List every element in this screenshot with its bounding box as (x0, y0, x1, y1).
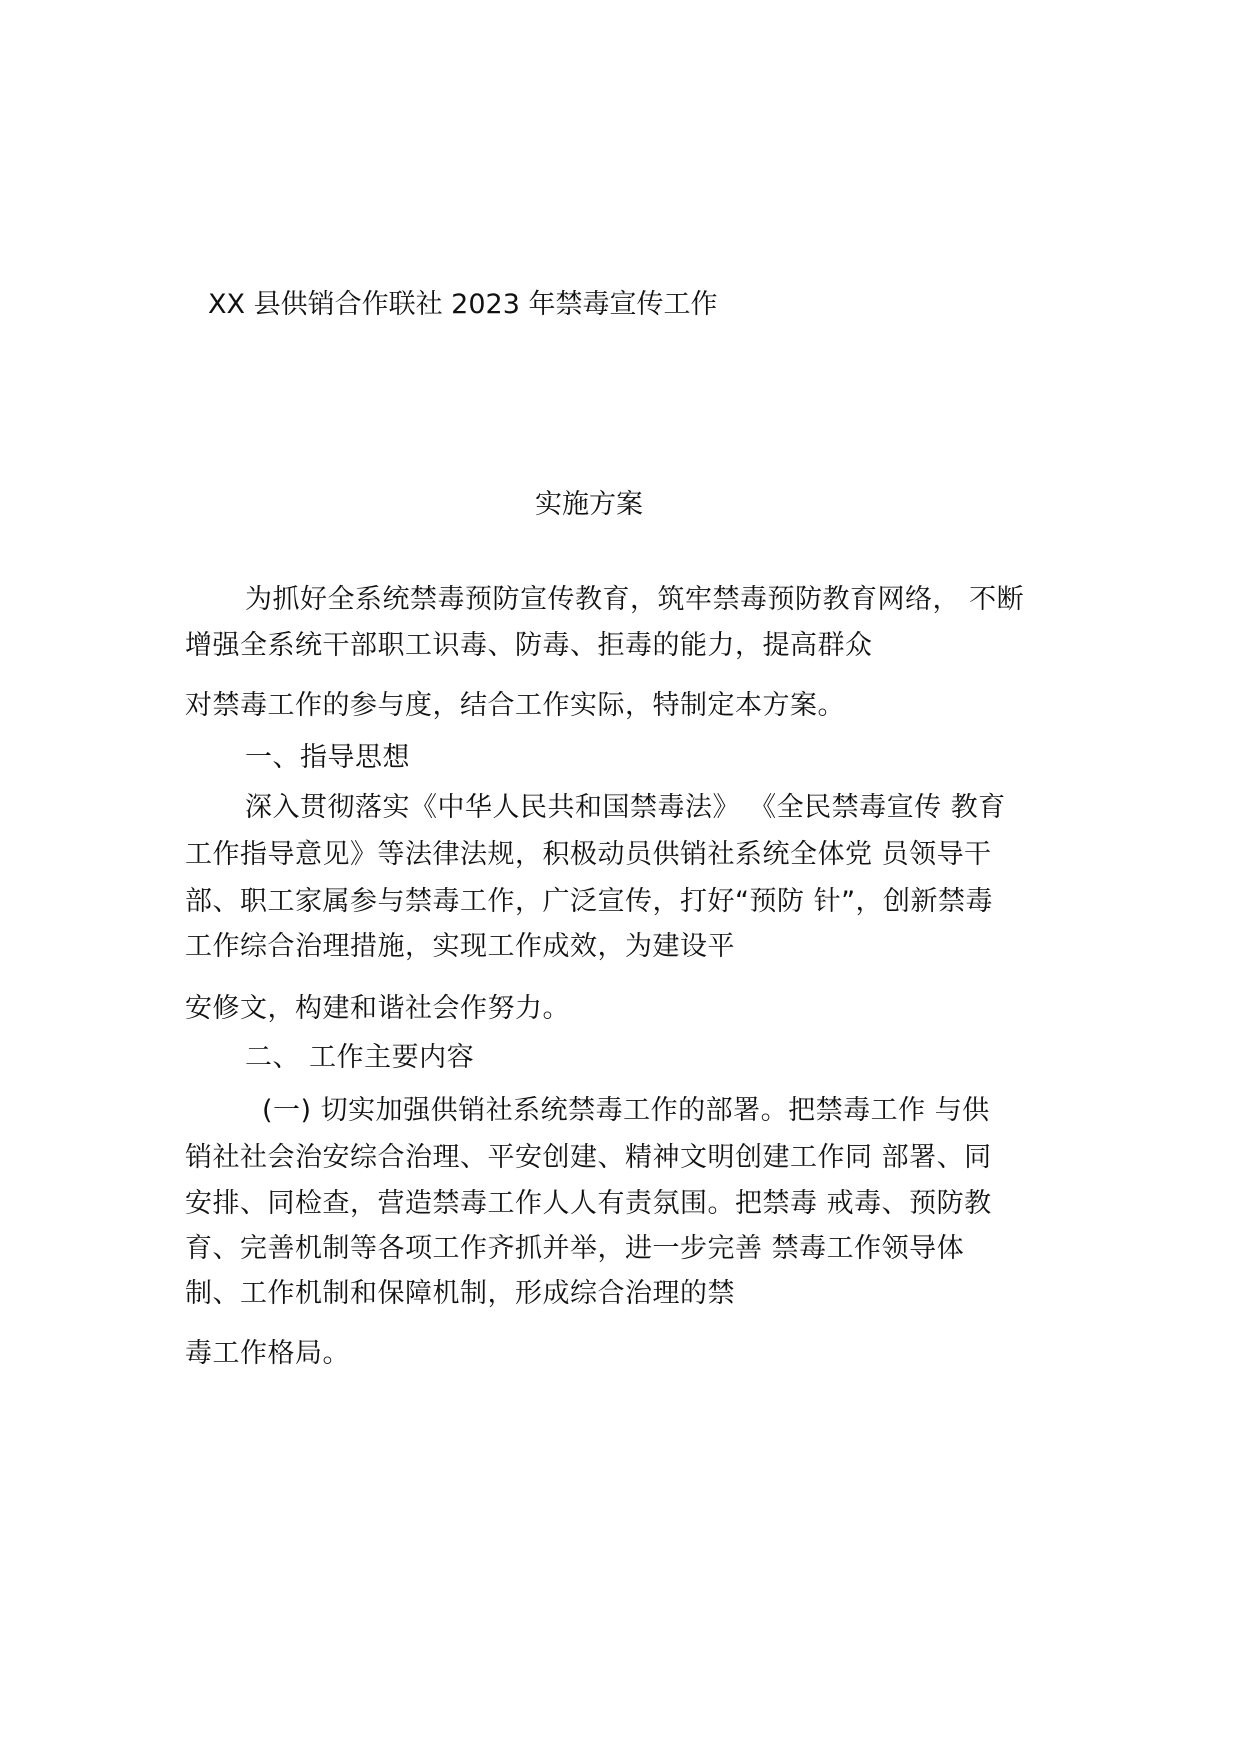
paragraph-line: 部、职工家属参与禁毒工作，广泛宣传，打好“预防 针”，创新禁毒 (185, 886, 994, 917)
section-heading-1: 一、指导思想 (245, 742, 410, 773)
paragraph-line: 毒工作格局。 (185, 1338, 350, 1369)
paragraph-line: 工作指导意见》等法律法规，积极动员供销社系统全体党 员领导干 (185, 839, 992, 870)
section-heading-2: 二、 工作主要内容 (245, 1042, 475, 1073)
paragraph-line: 安修文，构建和谐社会作努力。 (185, 993, 570, 1024)
paragraph-line: 销社社会治安综合治理、平安创建、精神文明创建工作同 部署、同 (185, 1142, 992, 1173)
paragraph-line: 对禁毒工作的参与度，结合工作实际，特制定本方案。 (185, 690, 845, 721)
paragraph-line: 增强全系统干部职工识毒、防毒、拒毒的能力，提高群众 (185, 630, 873, 661)
paragraph-line: 为抓好全系统禁毒预防宣传教育，筑牢禁毒预防教育网络， 不断 (245, 584, 1025, 615)
paragraph-line: 育、完善机制等各项工作齐抓并举，进一步完善 禁毒工作领导体 (185, 1233, 965, 1264)
paragraph-line: 安排、同检查，营造禁毒工作人人有责氛围。把禁毒 戒毒、预防教 (185, 1188, 992, 1219)
document-title: XX 县供销合作联社 2023 年禁毒宣传工作 (208, 289, 718, 320)
document-subtitle: 实施方案 (535, 489, 643, 520)
paragraph-line: 制、工作机制和保障机制，形成综合治理的禁 (185, 1278, 735, 1309)
paragraph-line: 工作综合治理措施，实现工作成效，为建设平 (185, 931, 735, 962)
paragraph-line: 深入贯彻落实《中华人民共和国禁毒法》 《全民禁毒宣传 教育 (245, 792, 1006, 823)
paragraph-line: (一) 切实加强供销社系统禁毒工作的部署。把禁毒工作 与供 (262, 1095, 990, 1126)
